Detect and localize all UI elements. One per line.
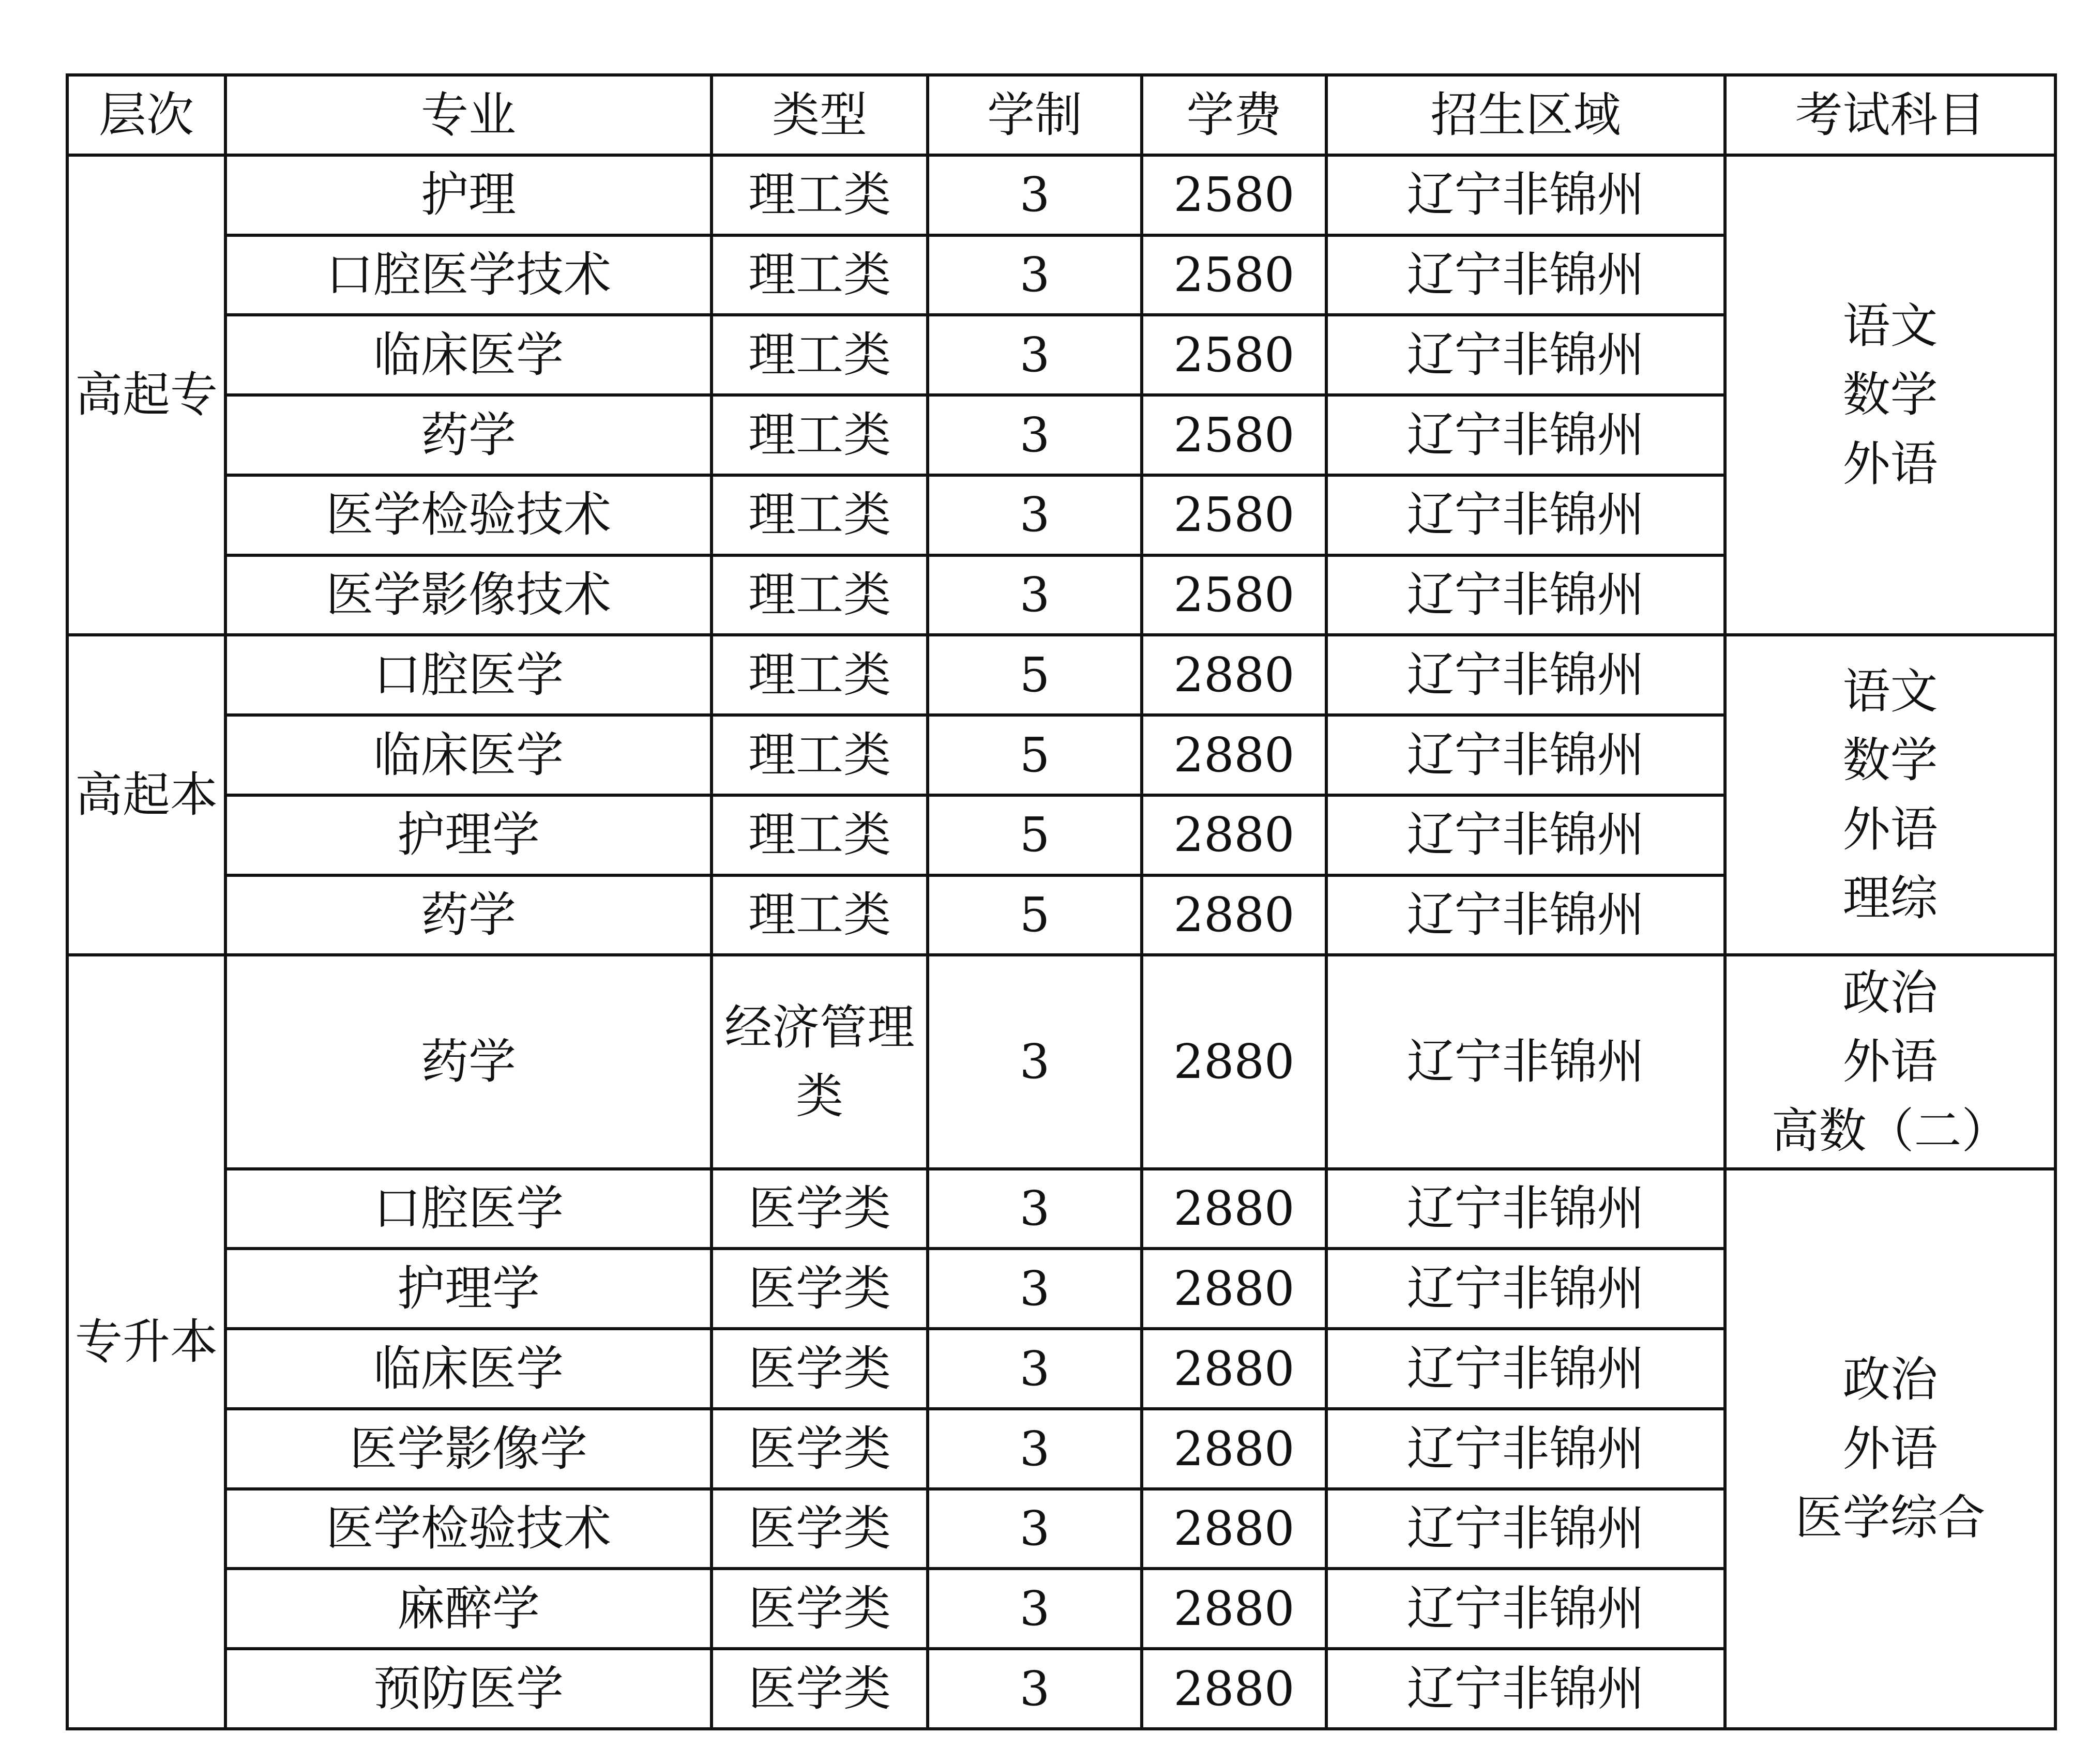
region-cell: 辽宁非锦州 — [1326, 1569, 1725, 1649]
region-cell: 辽宁非锦州 — [1326, 475, 1725, 555]
table-row — [67, 1169, 2055, 1249]
exam-subject: 数学 — [1842, 367, 1938, 423]
type-cell: 医学类 — [712, 1569, 928, 1649]
years-cell: 3 — [928, 955, 1142, 1168]
major-cell: 护理学 — [225, 1249, 712, 1329]
region-cell: 辽宁非锦州 — [1326, 955, 1725, 1168]
major-cell: 临床医学 — [225, 715, 712, 795]
region-cell: 辽宁非锦州 — [1326, 1409, 1725, 1489]
exam-subjects-cell — [1725, 635, 2055, 955]
exam-subject: 外语 — [1842, 1034, 1938, 1090]
type-cell: 医学类 — [712, 1409, 928, 1489]
type-cell: 理工类 — [712, 555, 928, 635]
years-cell: 3 — [928, 475, 1142, 555]
years-cell: 3 — [928, 1489, 1142, 1569]
fee-cell: 2880 — [1142, 1249, 1326, 1329]
admissions-table — [66, 73, 2057, 1730]
exam-subject: 外语 — [1842, 1421, 1938, 1477]
type-cell: 医学类 — [712, 1249, 928, 1329]
years-cell: 3 — [928, 1409, 1142, 1489]
major-cell: 临床医学 — [225, 315, 712, 395]
region-cell: 辽宁非锦州 — [1326, 235, 1725, 315]
exam-subject: 语文 — [1842, 298, 1938, 354]
major-cell: 医学影像学 — [225, 1409, 712, 1489]
fee-cell: 2880 — [1142, 795, 1326, 875]
table-row — [67, 635, 2055, 715]
years-cell: 5 — [928, 795, 1142, 875]
exam-subject: 语文 — [1842, 663, 1938, 719]
years-cell: 3 — [928, 235, 1142, 315]
major-cell: 口腔医学技术 — [225, 235, 712, 315]
years-cell: 3 — [928, 1649, 1142, 1729]
fee-cell: 2580 — [1142, 475, 1326, 555]
region-cell: 辽宁非锦州 — [1326, 395, 1725, 475]
major-cell: 医学检验技术 — [225, 1489, 712, 1569]
level-cell: 专升本 — [67, 955, 225, 1729]
exam-subject: 政治 — [1842, 965, 1938, 1021]
major-cell: 护理学 — [225, 795, 712, 875]
exam-subjects-cell — [1725, 155, 2055, 635]
header-major: 专业 — [225, 75, 712, 155]
region-cell: 辽宁非锦州 — [1326, 555, 1725, 635]
major-cell: 口腔医学 — [225, 1169, 712, 1249]
fee-cell: 2880 — [1142, 1489, 1326, 1569]
type-cell: 理工类 — [712, 875, 928, 955]
fee-cell: 2580 — [1142, 555, 1326, 635]
years-cell: 5 — [928, 635, 1142, 715]
region-cell: 辽宁非锦州 — [1326, 1489, 1725, 1569]
header-fee: 学费 — [1142, 75, 1326, 155]
exam-subject: 外语 — [1842, 801, 1938, 857]
type-cell: 理工类 — [712, 795, 928, 875]
fee-cell: 2880 — [1142, 715, 1326, 795]
fee-cell: 2580 — [1142, 315, 1326, 395]
major-cell: 医学检验技术 — [225, 475, 712, 555]
type-cell: 理工类 — [712, 635, 928, 715]
header-row — [67, 75, 2055, 155]
type-cell: 理工类 — [712, 475, 928, 555]
type-cell: 经济管理类 — [712, 955, 928, 1168]
years-cell: 5 — [928, 715, 1142, 795]
header-years: 学制 — [928, 75, 1142, 155]
level-cell: 高起专 — [67, 155, 225, 635]
years-cell: 3 — [928, 555, 1142, 635]
type-cell: 医学类 — [712, 1169, 928, 1249]
region-cell: 辽宁非锦州 — [1326, 1329, 1725, 1409]
region-cell: 辽宁非锦州 — [1326, 315, 1725, 395]
type-cell: 理工类 — [712, 395, 928, 475]
type-cell: 理工类 — [712, 155, 928, 235]
type-cell: 理工类 — [712, 235, 928, 315]
header-region: 招生区域 — [1326, 75, 1725, 155]
fee-cell: 2880 — [1142, 1409, 1326, 1489]
years-cell: 3 — [928, 315, 1142, 395]
type-cell: 理工类 — [712, 715, 928, 795]
fee-cell: 2880 — [1142, 1329, 1326, 1409]
type-cell: 医学类 — [712, 1489, 928, 1569]
level-cell: 高起本 — [67, 635, 225, 955]
fee-cell: 2880 — [1142, 635, 1326, 715]
fee-cell: 2880 — [1142, 1649, 1326, 1729]
major-cell: 预防医学 — [225, 1649, 712, 1729]
table-row — [67, 155, 2055, 235]
years-cell: 3 — [928, 155, 1142, 235]
header-level: 层次 — [67, 75, 225, 155]
major-cell: 药学 — [225, 875, 712, 955]
major-cell: 口腔医学 — [225, 635, 712, 715]
region-cell: 辽宁非锦州 — [1326, 635, 1725, 715]
type-cell: 理工类 — [712, 315, 928, 395]
fee-cell: 2880 — [1142, 875, 1326, 955]
major-cell: 临床医学 — [225, 1329, 712, 1409]
header-type: 类型 — [712, 75, 928, 155]
years-cell: 3 — [928, 1569, 1142, 1649]
years-cell: 3 — [928, 1249, 1142, 1329]
fee-cell: 2880 — [1142, 955, 1326, 1168]
region-cell: 辽宁非锦州 — [1326, 795, 1725, 875]
years-cell: 3 — [928, 1169, 1142, 1249]
exam-subject: 政治 — [1842, 1352, 1938, 1408]
major-cell: 药学 — [225, 395, 712, 475]
type-cell: 医学类 — [712, 1329, 928, 1409]
fee-cell: 2880 — [1142, 1169, 1326, 1249]
region-cell: 辽宁非锦州 — [1326, 715, 1725, 795]
years-cell: 3 — [928, 1329, 1142, 1409]
region-cell: 辽宁非锦州 — [1326, 1649, 1725, 1729]
region-cell: 辽宁非锦州 — [1326, 155, 1725, 235]
major-cell: 麻醉学 — [225, 1569, 712, 1649]
major-cell: 医学影像技术 — [225, 555, 712, 635]
table-row — [67, 955, 2055, 1168]
region-cell: 辽宁非锦州 — [1326, 1249, 1725, 1329]
exam-subjects-cell — [1725, 1169, 2055, 1729]
exam-subjects-cell — [1725, 955, 2055, 1168]
fee-cell: 2580 — [1142, 235, 1326, 315]
exam-subject: 外语 — [1842, 436, 1938, 492]
fee-cell: 2880 — [1142, 1569, 1326, 1649]
header-subjects: 考试科目 — [1725, 75, 2055, 155]
type-cell: 医学类 — [712, 1649, 928, 1729]
major-cell: 药学 — [225, 955, 712, 1168]
exam-subject: 数学 — [1842, 733, 1938, 788]
table-body — [67, 75, 2055, 1729]
years-cell: 3 — [928, 395, 1142, 475]
exam-subject: 高数（二） — [1771, 1103, 2009, 1159]
fee-cell: 2580 — [1142, 155, 1326, 235]
major-cell: 护理 — [225, 155, 712, 235]
fee-cell: 2580 — [1142, 395, 1326, 475]
region-cell: 辽宁非锦州 — [1326, 1169, 1725, 1249]
admissions-table-container — [66, 73, 2054, 1730]
exam-subject: 理综 — [1842, 871, 1938, 926]
years-cell: 5 — [928, 875, 1142, 955]
region-cell: 辽宁非锦州 — [1326, 875, 1725, 955]
exam-subject: 医学综合 — [1795, 1490, 1986, 1546]
